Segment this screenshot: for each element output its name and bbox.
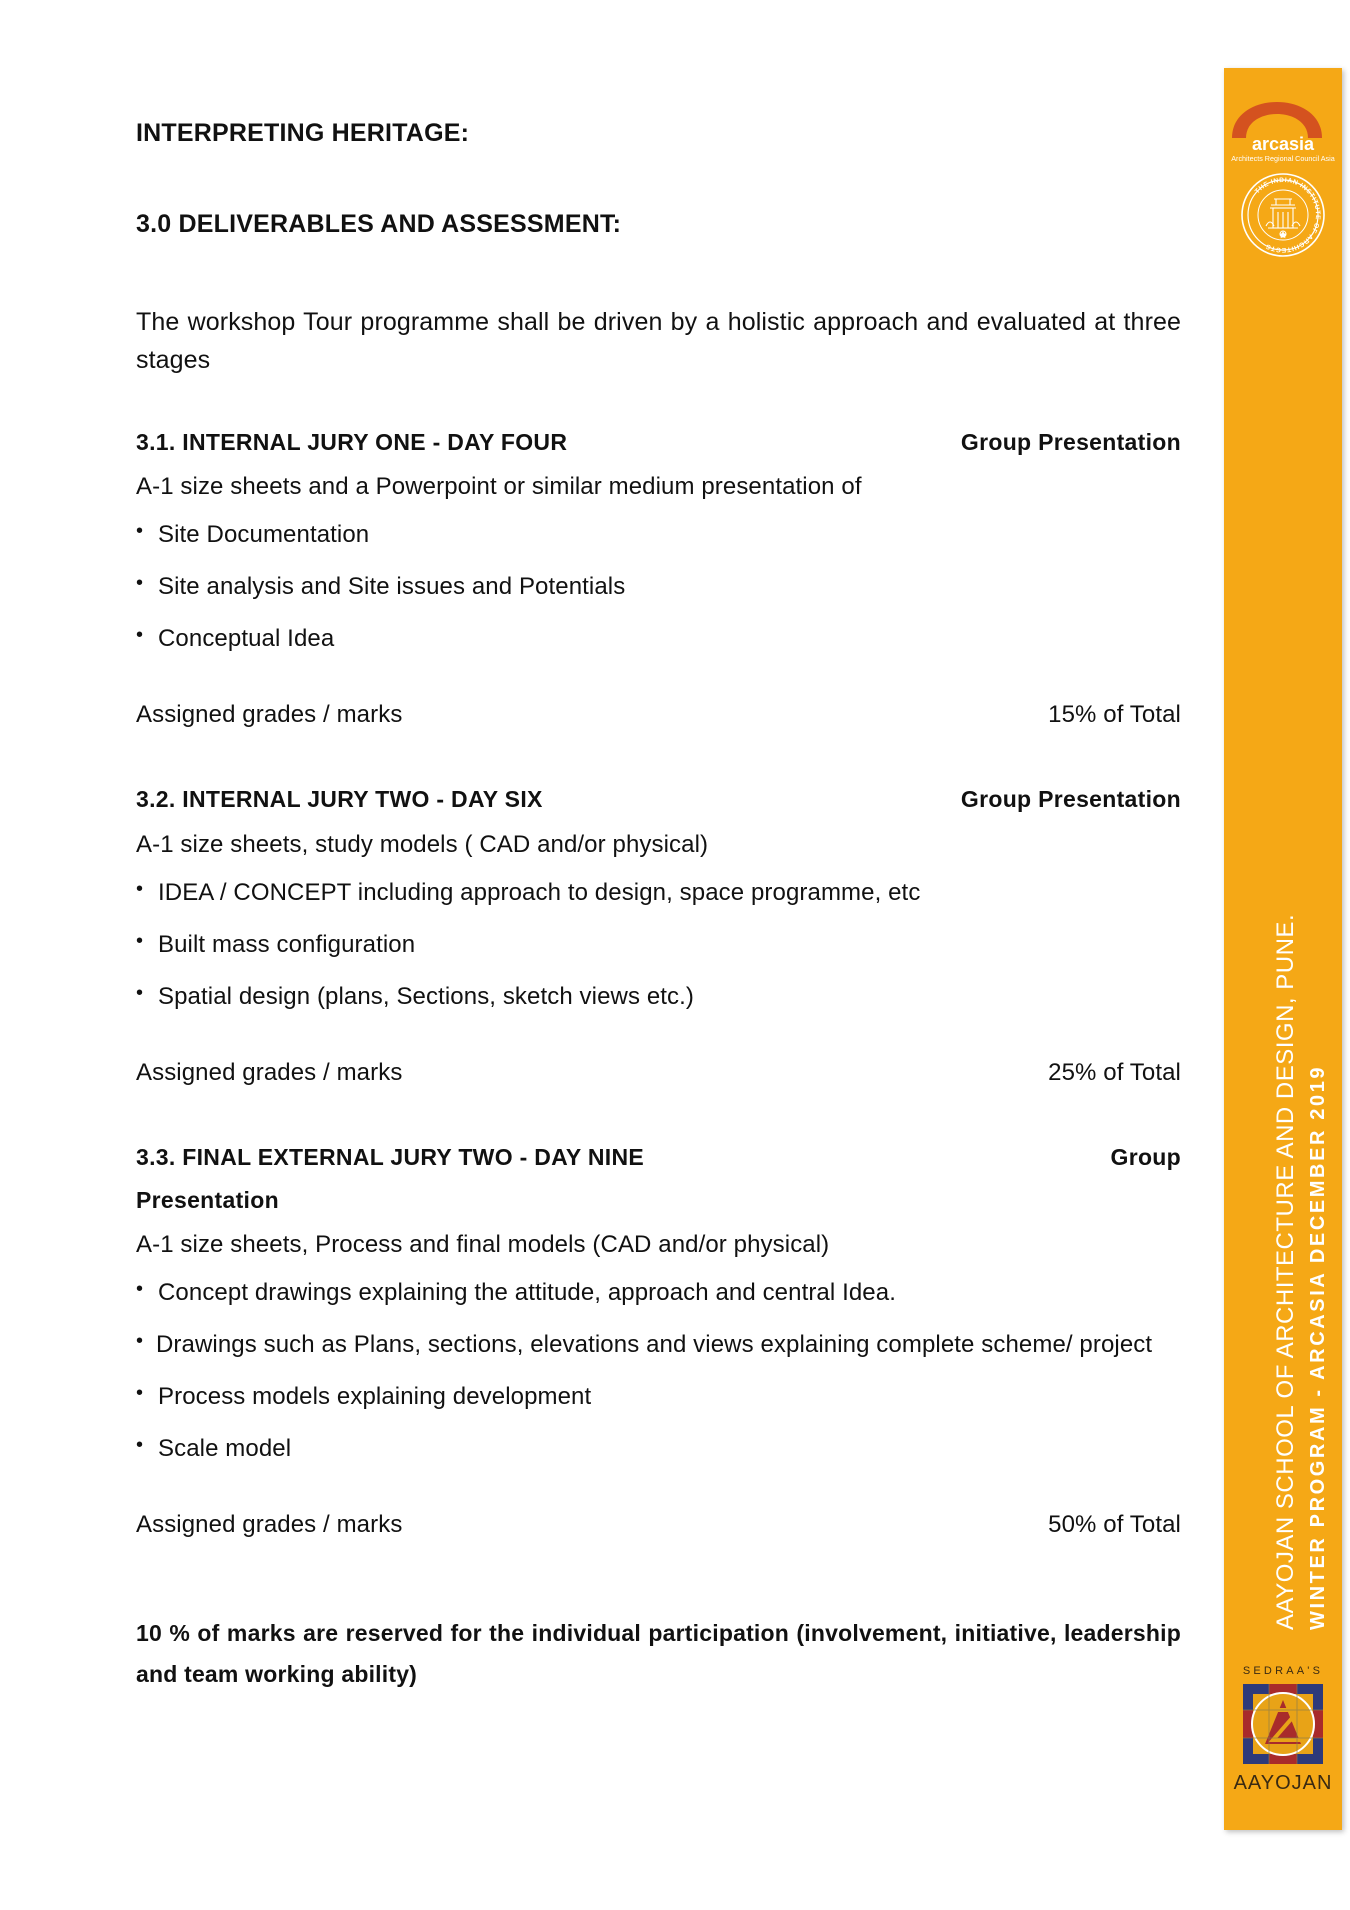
section-3-3-header — [136, 1141, 1181, 1174]
svg-text:THE INDIAN INSTITUTE OF ARCHIT: THE INDIAN INSTITUTE OF ARCHITECTS — [1253, 176, 1322, 254]
aayojan-logo — [1231, 1652, 1335, 1820]
section-3-2-bullets — [136, 875, 1181, 1015]
section-3-1-header — [136, 426, 1181, 459]
grades-value: 15% of Total — [1048, 701, 1181, 729]
section-heading: 3.0 DELIVERABLES AND ASSESSMENT: — [136, 210, 622, 239]
list-item: • Drawings such as Plans, sections, elevations and views explaining complete scheme/ project — [136, 1327, 1181, 1363]
arcasia-arch-icon — [1232, 102, 1322, 138]
list-item: • Spatial design (plans, Sections, sketch views etc.) — [136, 979, 1181, 1015]
sidebar-vertical-text — [1224, 368, 1342, 1630]
section-3-3-grades-row — [136, 1511, 1181, 1539]
svg-text:SEDRAA'S: SEDRAA'S — [1242, 1665, 1324, 1677]
section-3-3 — [136, 1141, 1181, 1540]
spacer — [136, 729, 1181, 783]
section-3-2-presentation-type: Group Presentation — [960, 786, 1181, 813]
list-item: • Process models explaining development — [136, 1379, 1181, 1415]
section-3-3-title: 3.3. FINAL EXTERNAL JURY TWO - DAY NINE — [136, 1143, 644, 1170]
final-note-paragraph: 10 % of marks are reserved for the individual participation (involvement, initiative, leadership and team working ability) — [136, 1620, 1181, 1687]
grades-label: Assigned grades / marks — [136, 1058, 403, 1086]
arcasia-logo — [1224, 76, 1342, 168]
section-3-2-lead: A-1 size sheets, study models ( CAD and/or physical) — [136, 830, 709, 858]
document-content — [136, 118, 1181, 1694]
list-item: • Conceptual Idea — [136, 621, 1181, 657]
svg-text:Architects Regional Council As: Architects Regional Council Asia — [1231, 154, 1335, 163]
section-3-1-title: 3.1. INTERNAL JURY ONE - DAY FOUR — [136, 429, 568, 455]
orange-sidebar — [1224, 68, 1342, 1830]
svg-text:arcasia: arcasia — [1251, 134, 1315, 154]
section-3-1-lead: A-1 size sheets and a Powerpoint or similar medium presentation of — [136, 473, 862, 501]
sidebar-school-line: AAYOJAN SCHOOL OF ARCHITECTURE AND DESIGN, PUNE. — [1272, 913, 1299, 1630]
section-3-2 — [136, 783, 1181, 1086]
spacer — [136, 1087, 1181, 1141]
intro-paragraph: The workshop Tour programme shall be driven by a holistic approach and evaluated at three stages — [136, 307, 1181, 375]
section-3-3-lead: A-1 size sheets, Process and final models (CAD and/or physical) — [136, 1231, 830, 1259]
section-3-2-title: 3.2. INTERNAL JURY TWO - DAY SIX — [136, 786, 543, 813]
list-item: • Concept drawings explaining the attitude, approach and central Idea. — [136, 1275, 1181, 1311]
svg-text:AAYOJAN: AAYOJAN — [1233, 1772, 1333, 1794]
list-item: • Site Documentation — [136, 517, 1181, 553]
section-3-2-grades-row — [136, 1059, 1181, 1087]
grades-label: Assigned grades / marks — [136, 701, 403, 729]
section-3-2-header — [136, 783, 1181, 816]
section-3-1-grades-row — [136, 701, 1181, 729]
indian-institute-of-architects-seal-icon — [1240, 172, 1326, 258]
section-3-1 — [136, 426, 1181, 729]
grades-value: 50% of Total — [1048, 1511, 1181, 1539]
section-3-3-presentation-type-wrap: Presentation — [136, 1187, 279, 1214]
section-3-3-presentation-type: Group — [1110, 1143, 1181, 1170]
page-title: INTERPRETING HERITAGE: — [136, 119, 470, 147]
sidebar-program-line: WINTER PROGRAM - ARCASIA DECEMBER 2019 — [1307, 1064, 1329, 1630]
grades-value: 25% of Total — [1048, 1058, 1181, 1086]
list-item: • IDEA / CONCEPT including approach to design, space programme, etc — [136, 875, 1181, 911]
list-item: • Site analysis and Site issues and Potentials — [136, 569, 1181, 605]
section-3-1-presentation-type: Group Presentation — [960, 429, 1181, 455]
section-3-1-bullets — [136, 517, 1181, 657]
list-item: • Scale model — [136, 1431, 1181, 1467]
section-3-3-bullets — [136, 1275, 1181, 1467]
grades-label: Assigned grades / marks — [136, 1511, 403, 1539]
list-item: • Built mass configuration — [136, 927, 1181, 963]
